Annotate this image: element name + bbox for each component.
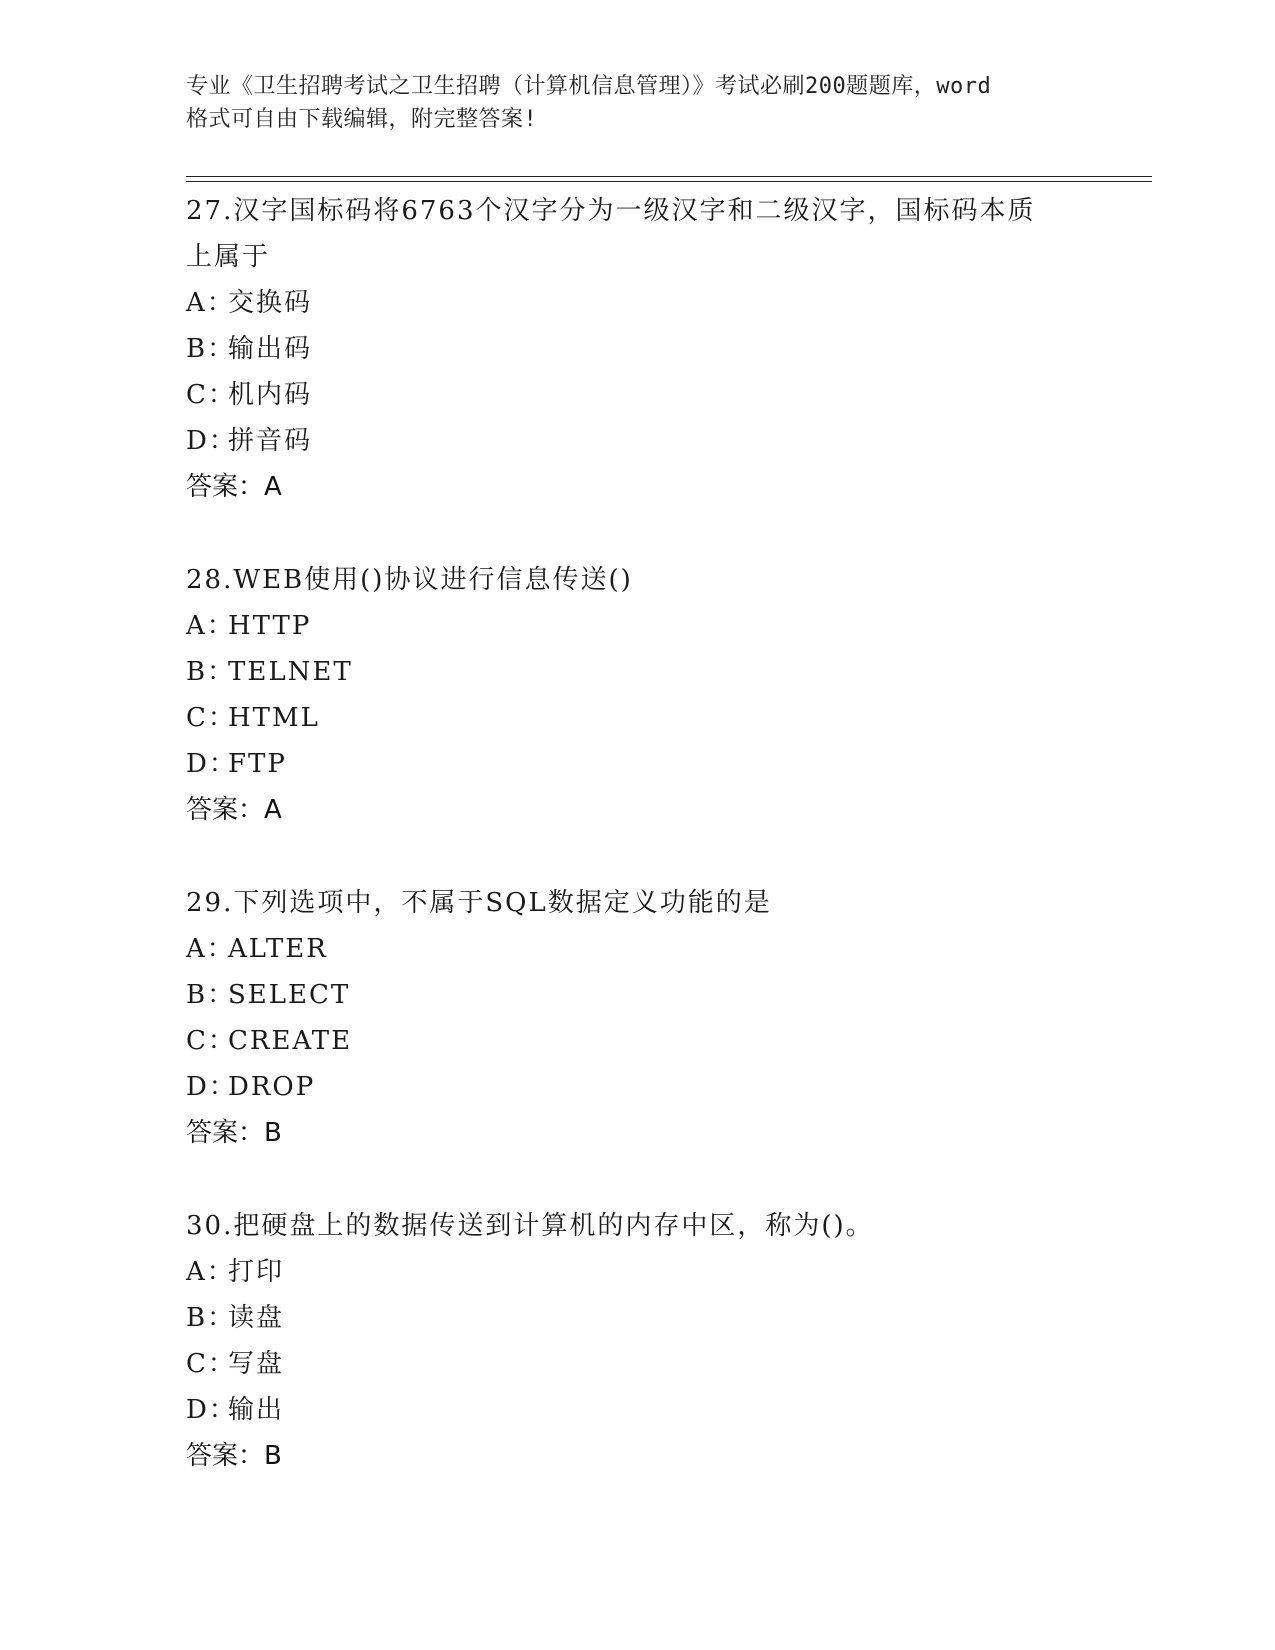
question-text: 30.把硬盘上的数据传送到计算机的内存中区，称为()。	[186, 1211, 874, 1241]
option-letter: C：	[186, 380, 236, 410]
option-a	[186, 1249, 1152, 1295]
option-letter: B：	[186, 334, 236, 364]
option-letter: D：	[186, 1072, 237, 1102]
question-text: 28.WEB使用()协议进行信息传送()	[186, 565, 633, 595]
header-divider-bottom	[186, 181, 1152, 182]
question-27	[186, 188, 1152, 510]
option-letter: A：	[186, 934, 235, 964]
option-a	[186, 603, 1152, 649]
option-text: 交换码	[228, 288, 313, 318]
option-c	[186, 695, 1152, 741]
option-d	[186, 1387, 1152, 1433]
question-text: 27.汉字国标码将6763个汉字分为一级汉字和二级汉字，国标码本质上属于	[186, 196, 1036, 272]
answer-label: 答案：	[186, 795, 265, 825]
option-d	[186, 1064, 1152, 1110]
option-a	[186, 926, 1152, 972]
answer-value: A	[264, 472, 282, 502]
option-letter: C：	[186, 1026, 236, 1056]
answer-value: B	[264, 1118, 282, 1148]
option-c	[186, 372, 1152, 418]
answer-label: 答案：	[186, 1118, 265, 1148]
header-line-1: 专业《卫生招聘考试之卫生招聘（计算机信息管理）》考试必刷200题题库，word	[186, 74, 992, 99]
option-d	[186, 418, 1152, 464]
header-divider-top	[186, 176, 1152, 177]
option-text: 机内码	[228, 380, 313, 410]
question-list	[186, 188, 1152, 1526]
answer-label: 答案：	[186, 1441, 265, 1471]
answer-value: B	[264, 1441, 282, 1471]
question-28	[186, 557, 1152, 833]
option-letter: B：	[186, 1303, 236, 1333]
document-header	[186, 70, 1086, 136]
option-a	[186, 280, 1152, 326]
option-text: 输出码	[228, 334, 313, 364]
answer-line	[186, 464, 1152, 510]
option-text: ALTER	[228, 934, 328, 964]
option-text: 打印	[228, 1257, 285, 1287]
question-29	[186, 880, 1152, 1156]
answer-line	[186, 787, 1152, 833]
option-text: HTTP	[228, 611, 312, 641]
option-letter: A：	[186, 288, 235, 318]
option-letter: D：	[186, 1395, 237, 1425]
option-letter: B：	[186, 657, 236, 687]
option-text: FTP	[228, 749, 287, 779]
option-b	[186, 1295, 1152, 1341]
question-text: 29.下列选项中，不属于SQL数据定义功能的是	[186, 888, 772, 918]
header-line-2: 格式可自由下载编辑，附完整答案!	[186, 107, 538, 132]
option-b	[186, 649, 1152, 695]
option-letter: A：	[186, 611, 235, 641]
option-letter: D：	[186, 749, 237, 779]
question-30	[186, 1203, 1152, 1479]
option-text: 写盘	[228, 1349, 285, 1379]
option-text: DROP	[228, 1072, 316, 1102]
option-letter: A：	[186, 1257, 235, 1287]
option-letter: D：	[186, 426, 237, 456]
option-text: CREATE	[228, 1026, 353, 1056]
option-letter: C：	[186, 703, 236, 733]
option-text: TELNET	[228, 657, 353, 687]
option-c	[186, 1341, 1152, 1387]
option-text: 拼音码	[228, 426, 313, 456]
option-letter: C：	[186, 1349, 236, 1379]
option-text: 输出	[228, 1395, 285, 1425]
answer-line	[186, 1110, 1152, 1156]
answer-label: 答案：	[186, 472, 265, 502]
answer-line	[186, 1433, 1152, 1479]
option-text: SELECT	[228, 980, 351, 1010]
option-b	[186, 972, 1152, 1018]
option-b	[186, 326, 1152, 372]
answer-value: A	[264, 795, 282, 825]
option-text: 读盘	[228, 1303, 285, 1333]
option-c	[186, 1018, 1152, 1064]
option-text: HTML	[228, 703, 320, 733]
option-d	[186, 741, 1152, 787]
option-letter: B：	[186, 980, 236, 1010]
